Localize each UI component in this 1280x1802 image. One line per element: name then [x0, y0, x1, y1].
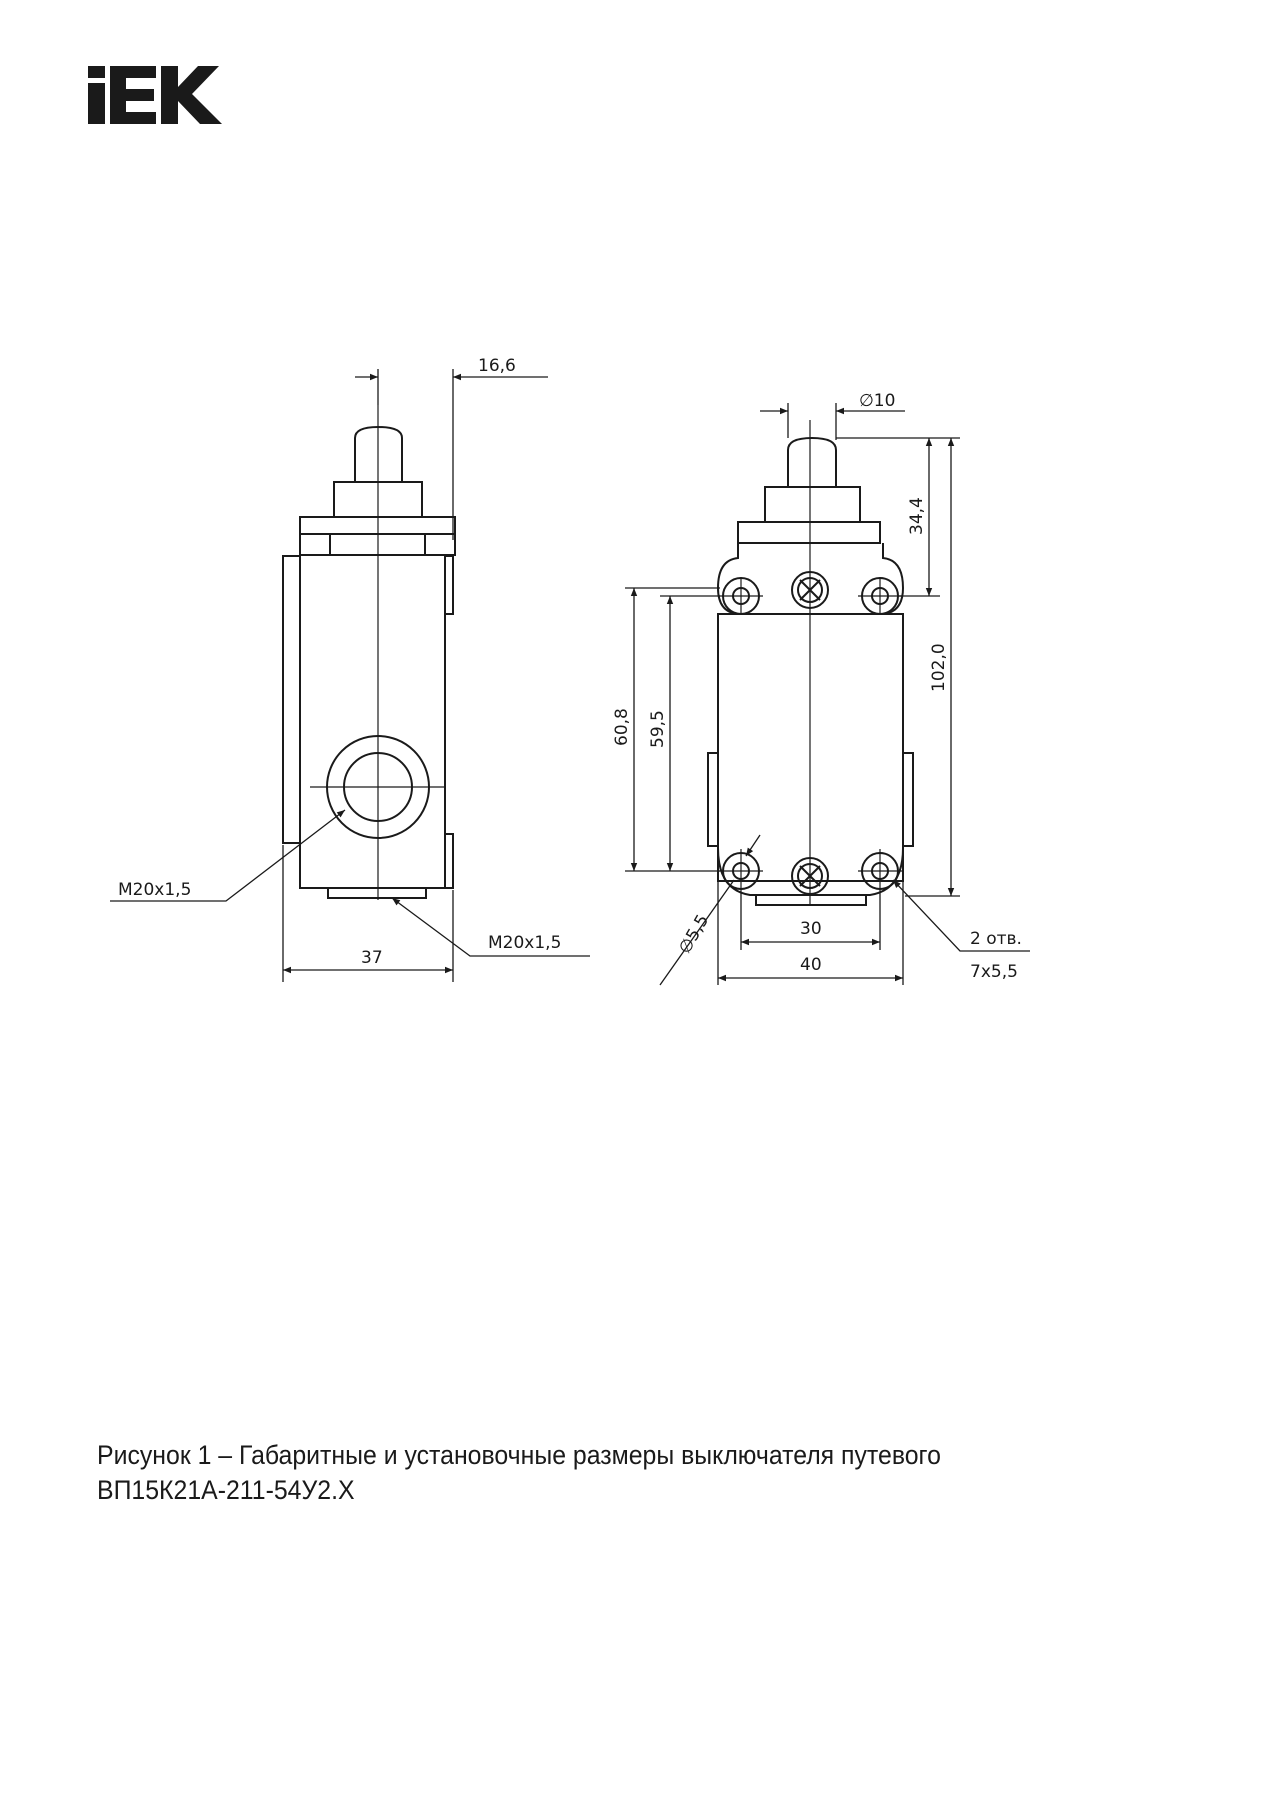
side-view: [283, 427, 455, 898]
dim-40: 40: [800, 955, 822, 975]
dim-16-6: 16,6: [478, 356, 516, 376]
dim-59-5: 59,5: [648, 710, 668, 748]
caption-line-1: Рисунок 1 – Габаритные и установочные размеры выключателя путевого: [97, 1440, 941, 1470]
dim-holes: 2 отв.: [970, 929, 1022, 949]
dim-34-4: 34,4: [907, 497, 927, 535]
figure-caption: [97, 1438, 1109, 1508]
dim-102-0: 102,0: [929, 643, 949, 692]
dim-slot: 7x5,5: [970, 962, 1018, 982]
dim-phi5-5: ∅5,5: [675, 911, 714, 958]
dim-phi10: ∅10: [859, 391, 896, 411]
dim-m20-bottom: M20x1,5: [488, 933, 562, 953]
dim-37: 37: [361, 948, 383, 968]
dim-m20-left: M20x1,5: [118, 880, 192, 900]
dim-60-8: 60,8: [612, 708, 632, 746]
dim-30: 30: [800, 919, 822, 939]
caption-line-2: ВП15К21А-211-54У2.Х: [97, 1475, 355, 1505]
